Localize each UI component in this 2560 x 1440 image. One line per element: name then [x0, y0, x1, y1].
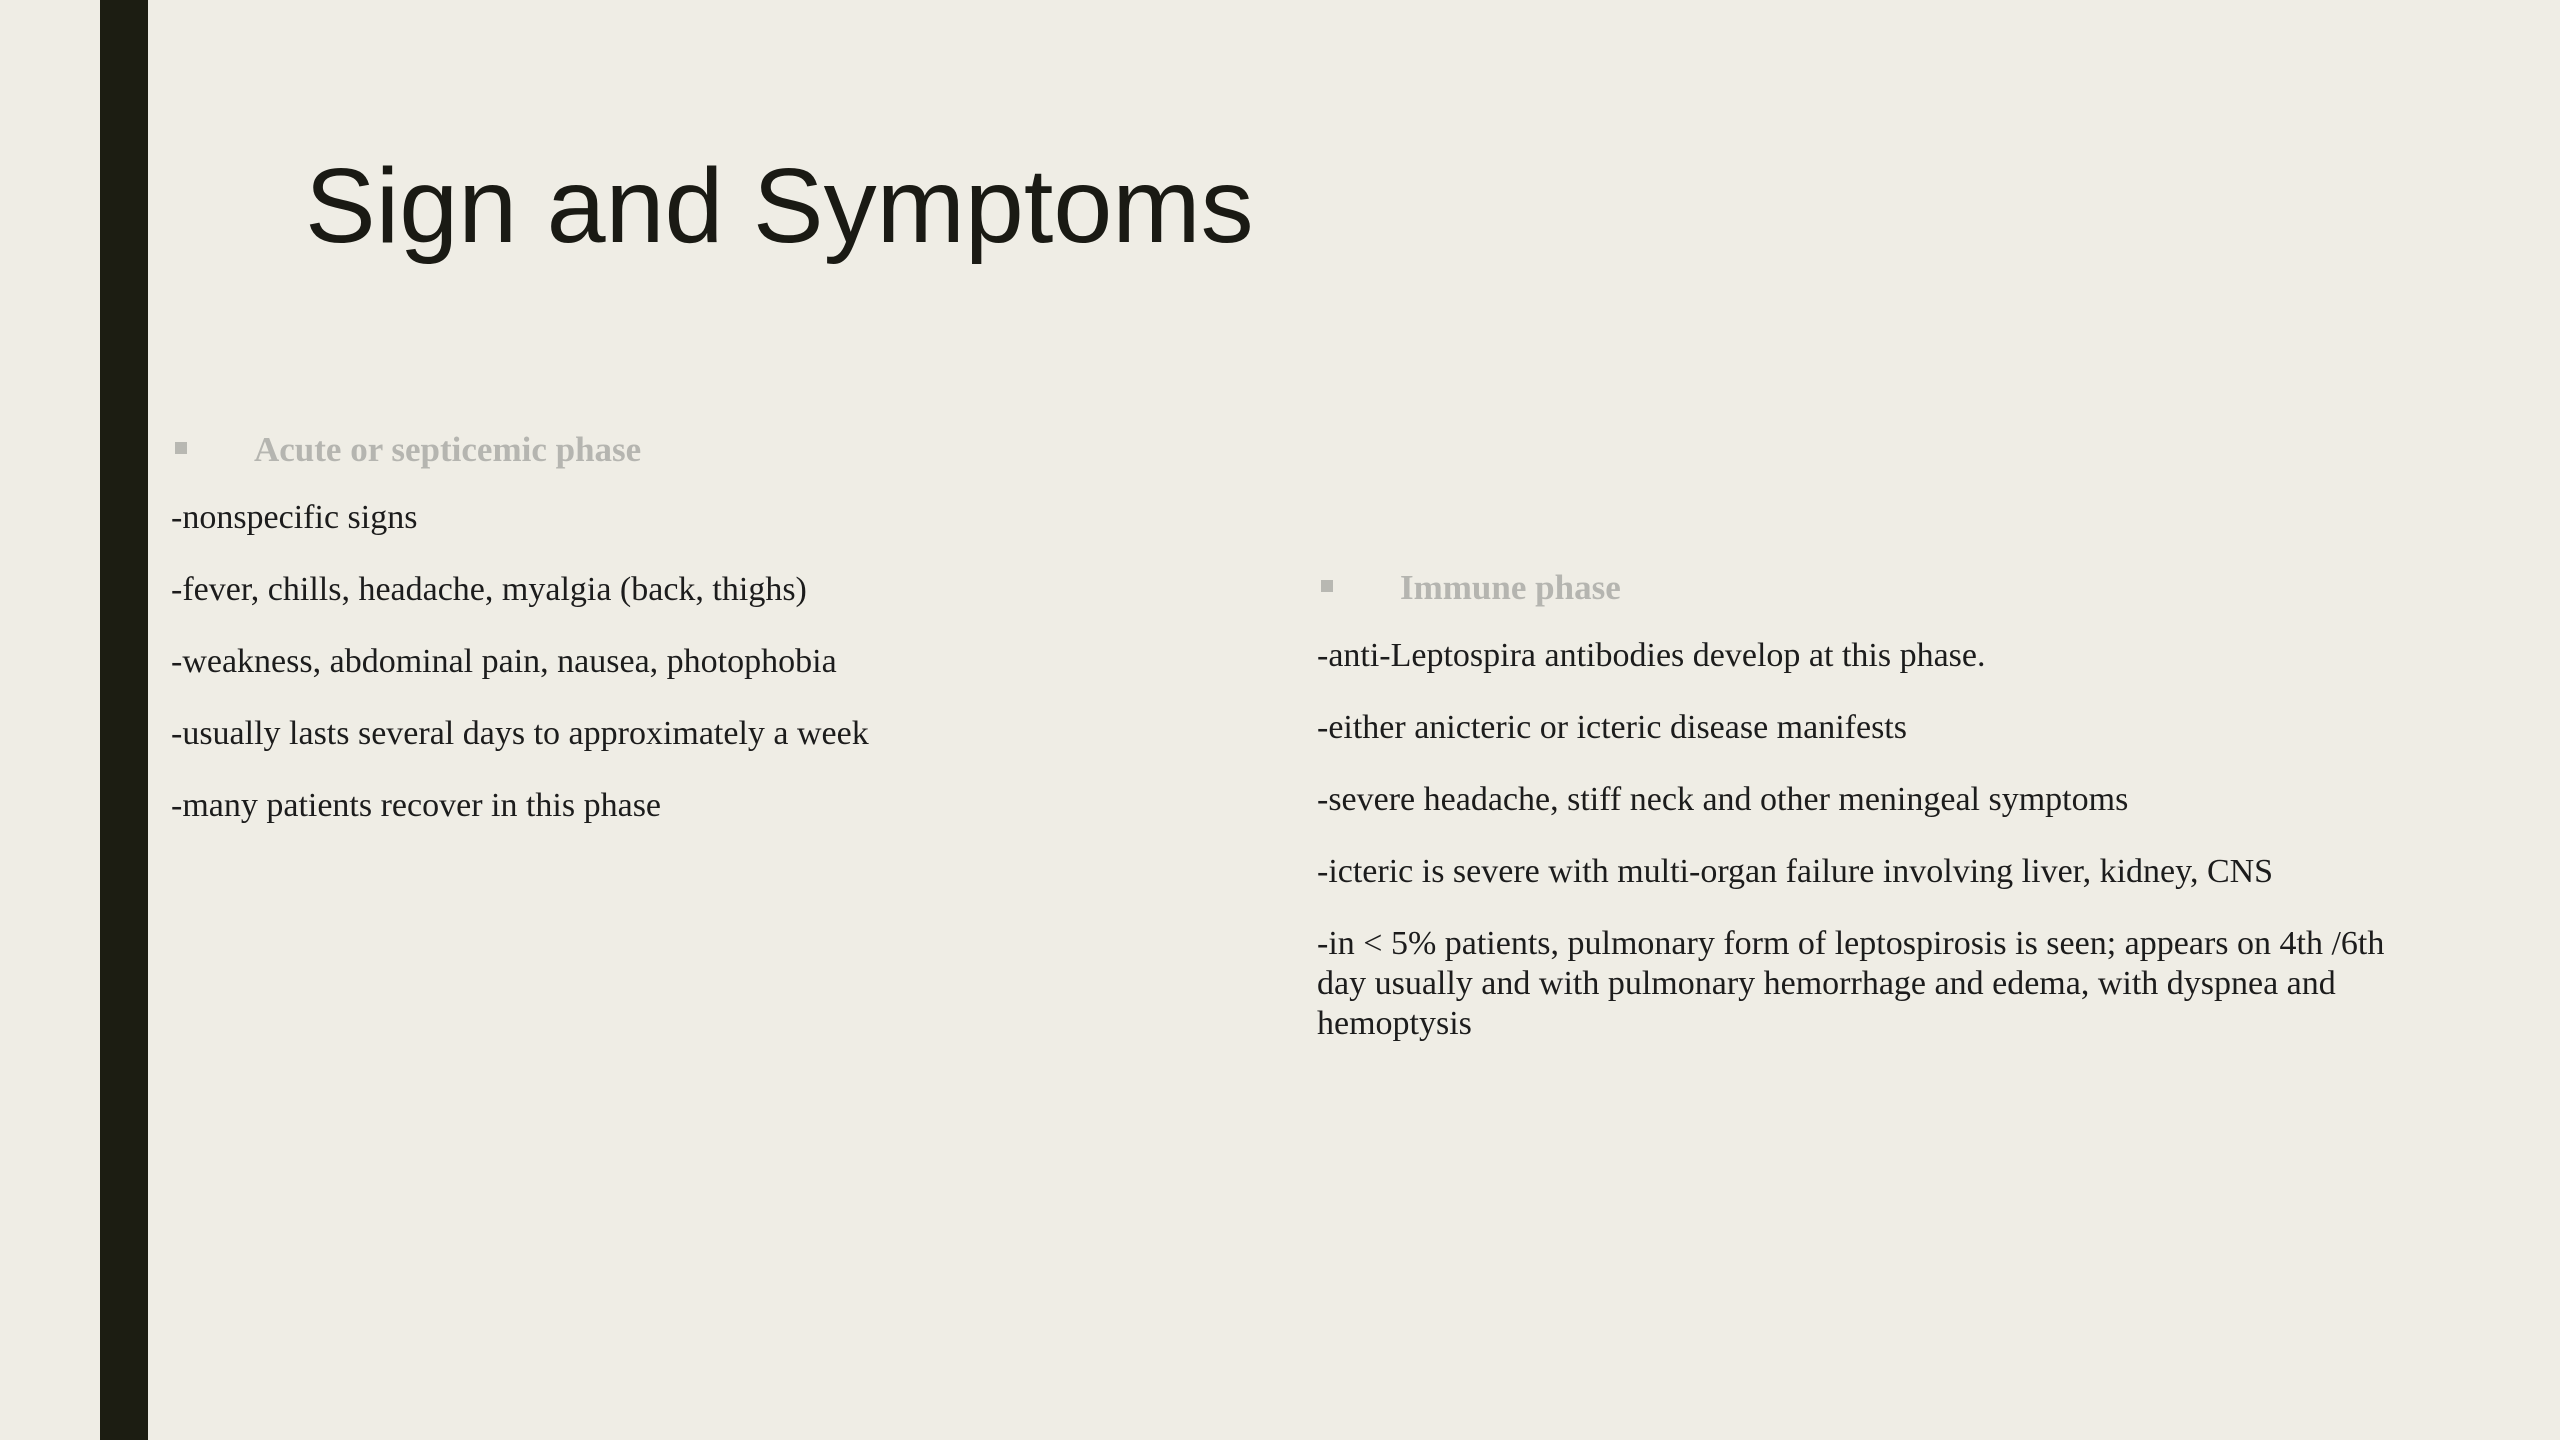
accent-bar: [100, 0, 148, 1440]
slide-title: Sign and Symptoms: [305, 147, 1254, 265]
list-item: -in < 5% patients, pulmonary form of leptospirosis is seen; appears on 4th /6th day usually and with pulmonary hemorrhage and edema, with dyspnea and hemoptysis: [1317, 924, 2385, 1042]
acute-phase-section: [171, 428, 1251, 858]
immune-phase-heading-row: [1317, 566, 2407, 610]
acute-phase-heading-row: [171, 428, 1251, 472]
acute-phase-heading: Acute or septicemic phase: [254, 430, 642, 469]
immune-phase-heading: Immune phase: [1400, 568, 1621, 607]
list-item: -weakness, abdominal pain, nausea, photophobia: [171, 642, 837, 680]
immune-phase-list: [1317, 636, 2407, 1044]
immune-phase-section: [1317, 566, 2407, 1076]
acute-phase-list: [171, 498, 1251, 826]
list-item: -many patients recover in this phase: [171, 786, 662, 824]
list-item: -nonspecific signs: [171, 498, 418, 536]
list-item: -anti-Leptospira antibodies develop at this phase.: [1317, 636, 1986, 674]
list-item: -fever, chills, headache, myalgia (back, thighs): [171, 570, 807, 608]
list-item: -severe headache, stiff neck and other meningeal symptoms: [1317, 780, 2129, 818]
square-bullet-icon: [175, 442, 187, 454]
list-item: -icteric is severe with multi-organ failure involving liver, kidney, CNS: [1317, 852, 2274, 890]
list-item: -either anicteric or icteric disease manifests: [1317, 708, 1907, 746]
list-item: -usually lasts several days to approximately a week: [171, 714, 869, 752]
square-bullet-icon: [1321, 580, 1333, 592]
